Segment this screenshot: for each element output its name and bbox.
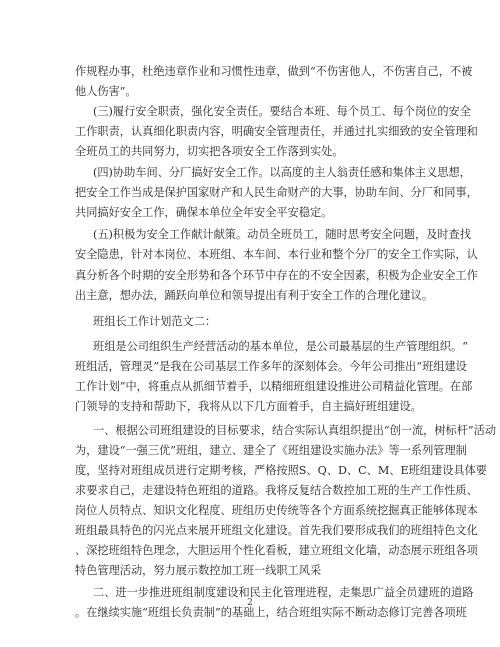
text-line: 特色管理活动，努力展示数控加工班一线职工风采: [75, 564, 322, 577]
text-line: 度，坚持对班组成员进行定期考核，严格按照S、Q、D、C、M、E班组建设具体要: [75, 464, 487, 477]
text-line: 岗位人员特点、知识文化程度、班组历史传统等各个方面系统挖掘真正能够体现本: [75, 504, 478, 517]
text-line: 、深挖班组特色理念，大胆运用个性化看板，建立班组文化墙，动态展示班组各项: [75, 544, 478, 557]
text-line: 出主意，想办法，踊跃向单位和领导提出有利于安全工作的合理化建议。: [75, 289, 434, 302]
text-line: 为，建设“一强三优”班组，建立、建全了《班组建设实施办法》等一系列管理制: [75, 444, 467, 457]
text-line: (五)积极为安全工作献计献策。动员全班员工，随时思考安全问题，及时查找: [93, 228, 471, 241]
text-line: 把安全工作当成是保护国家财产和人民生命财产的大事，协助车间、分厂和同事，: [75, 186, 478, 199]
text-line: 安全隐患，针对本岗位、本班组、本车间、本行业和整个分厂的安全工作实际，认: [75, 248, 478, 261]
text-line: 真分析各个时期的安全形势和各个环节中存在的不安全因素，积极为企业安全工作: [75, 269, 478, 282]
text-line: 工作职责，认真细化职责内容，明确安全管理责任，并通过扎实细致的安全管理和: [75, 125, 478, 138]
text-line: 一、根据公司班组建设的目标要求，结合实际认真组织提出“创一流，树标杆”活动: [93, 424, 497, 437]
text-line: (三)履行安全职责，强化安全责任。要结合本班、每个员工、每个岗位的安全: [93, 105, 471, 118]
text-line: 他人伤害”。: [75, 85, 137, 98]
page-number: 2: [247, 598, 253, 608]
text-line: 共同搞好安全工作，确保本单位全年安全平安稳定。: [75, 206, 333, 219]
text-line: 班组是公司组织生产经营活动的基本单位，是公司最基层的生产管理组织。“: [93, 340, 468, 353]
text-line: 班组最具特色的闪光点来展开班组文化建设。首先我们要形成我们的班组特色文化: [75, 524, 478, 537]
text-line: 作规程办事，杜绝违章作业和习惯性违章，做到“不伤害他人，不伤害自己，不被: [75, 65, 473, 78]
text-line: (四)协助车间、分厂搞好安全工作。以高度的主人翁责任感和集体主义思想，: [93, 166, 471, 179]
text-line: 求要求自己，走建设特色班组的道路。我将反复结合数控加工班的生产工作性质、: [75, 484, 478, 497]
text-line: 工作计划”中，将重点从抓细节着手，以精细班组建设推进公司精益化管理。在部: [75, 380, 473, 393]
text-line: 全班员工的共同努力，切实把各项安全工作落到实处。: [75, 145, 344, 158]
section-heading: 班组长工作计划范文二：: [93, 315, 217, 328]
text-line: 门领导的支持和帮助下，我将从以下几方面着手，自主搞好班组建设。: [75, 400, 422, 413]
text-line: 二、进一步推进班组制度建设和民主化管理进程，走集思广益全员建班的道路: [93, 586, 474, 599]
text-line: 。在继续实施“班组长负责制”的基础上，结合班组实际不断动态修订完善各项班: [75, 606, 467, 619]
text-line: 班组活，管理灵”是我在公司基层工作多年的深刻体会。今年公司推出“班组建设: [75, 360, 467, 373]
